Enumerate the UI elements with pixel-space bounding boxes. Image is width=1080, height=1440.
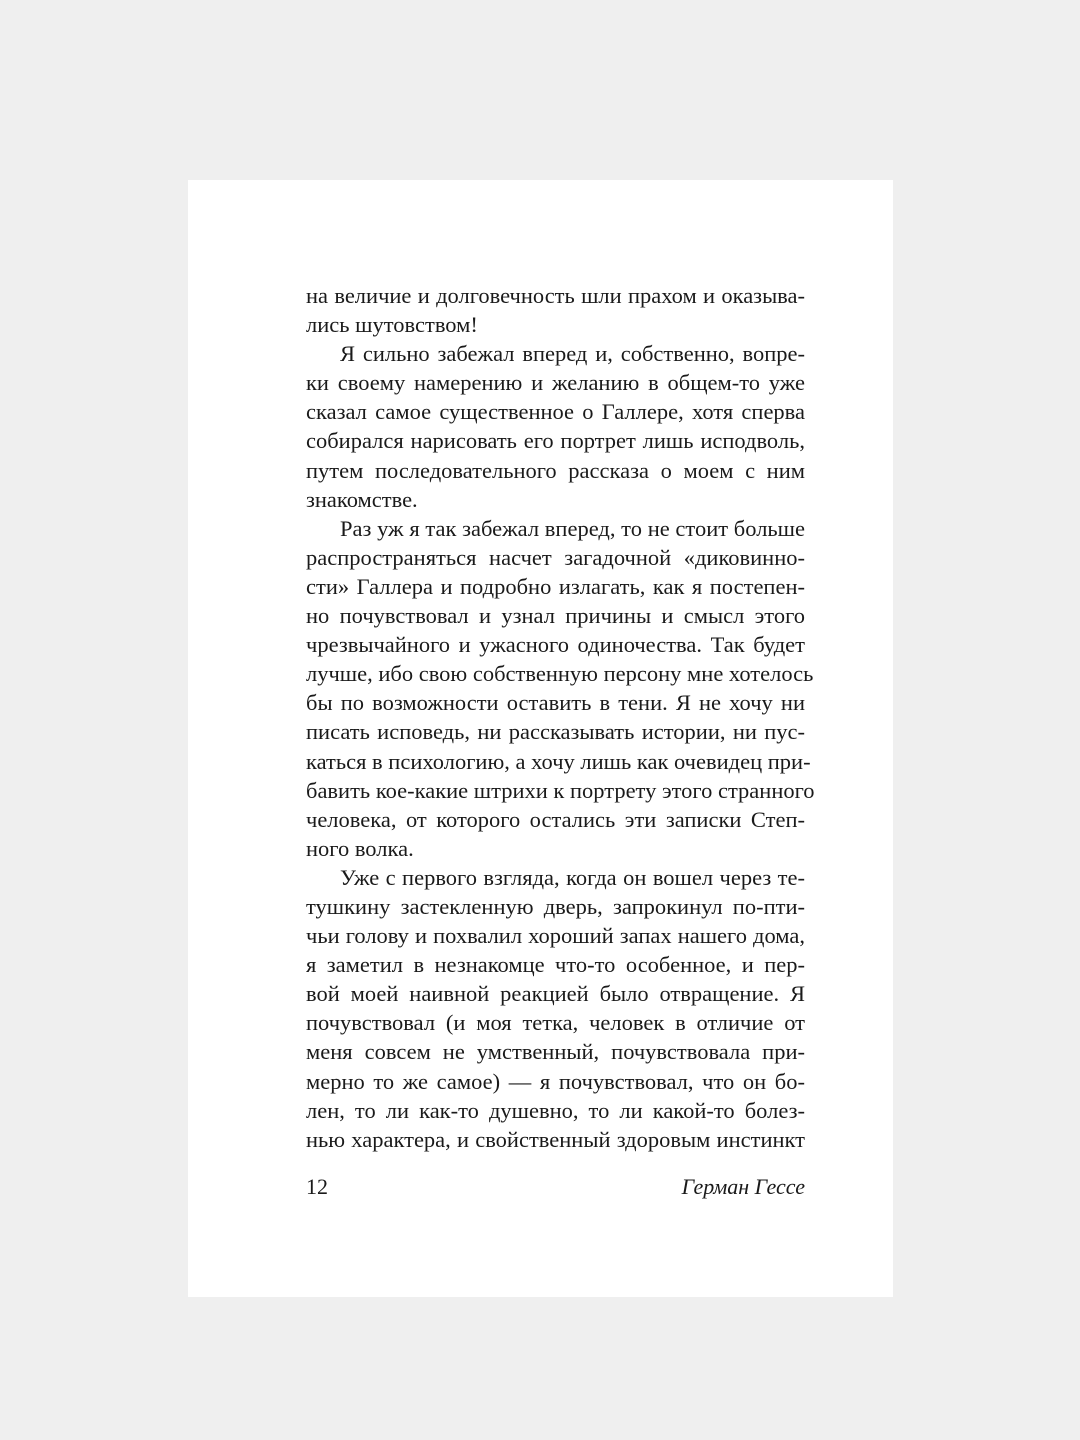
text-line: каться в психологию, а хочу лишь как очевидец при-: [306, 748, 811, 774]
text-line: лучше, ибо свою собственную персону мне хотелось: [306, 661, 814, 687]
text-line: собирался нарисовать его портрет лишь исподволь,: [306, 428, 805, 454]
text-line: я заметил в незнакомце что-то особенное, и пер-: [306, 952, 805, 978]
text-line: но почувствовал и узнал причины и смысл этого: [306, 603, 805, 629]
text-line: бы по возможности оставить в тени. Я не хочу ни: [306, 690, 805, 716]
text-line: нью характера, и свойственный здоровым инстинкт: [306, 1126, 805, 1152]
text-line: меня совсем не умственный, почувствовала при-: [306, 1039, 805, 1065]
text-line: чьи голову и похвалил хороший запах нашего дома,: [306, 923, 805, 949]
text-line: сказал самое существенное о Галлере, хотя сперва: [306, 399, 805, 425]
page-footer: [306, 1172, 805, 1202]
paragraph-first-line: Уже с первого взгляда, когда он вошел через те-: [340, 864, 805, 890]
running-author: Герман Гессе: [681, 1174, 805, 1199]
page-number: 12: [306, 1174, 328, 1199]
text-line: писать исповедь, ни рассказывать истории, ни пус-: [306, 719, 805, 745]
text-line: путем последовательного рассказа о моем с ним: [306, 457, 805, 483]
text-line: бавить кое-какие штрихи к портрету этого странного: [306, 777, 815, 803]
text-line: чрезвычайного и ужасного одиночества. Так будет: [306, 632, 805, 658]
text-line: тушкину застекленную дверь, запрокинул по-пти-: [306, 893, 805, 919]
text-line: распространяться насчет загадочной «диковинно-: [306, 544, 805, 570]
text-line: на величие и долговечность шли прахом и оказыва-: [306, 283, 805, 308]
body-text: [306, 281, 815, 1154]
text-line: почувствовал (и моя тетка, человек в отличие от: [306, 1010, 805, 1036]
text-line: ки своему намерению и желанию в общем-то уже: [306, 370, 805, 396]
text-line: мерно то же самое) — я почувствовал, что он бо-: [306, 1068, 805, 1094]
text-line: вой моей наивной реакцией было отвращение. Я: [306, 981, 805, 1007]
text-line: ного волка.: [306, 835, 414, 861]
text-line: лись шутовством!: [306, 312, 478, 338]
text-line: человека, от которого остались эти записки Степ-: [306, 806, 805, 832]
paragraph-first-line: Я сильно забежал вперед и, собственно, вопре-: [340, 341, 805, 367]
text-line: знакомстве.: [306, 486, 418, 512]
text-line: лен, то ли как-то душевно, то ли какой-то болез-: [306, 1097, 805, 1123]
paragraph-first-line: Раз уж я так забежал вперед, то не стоит больше: [340, 515, 805, 541]
book-page: [188, 180, 893, 1297]
text-line: сти» Галлера и подробно излагать, как я постепен-: [306, 573, 805, 599]
